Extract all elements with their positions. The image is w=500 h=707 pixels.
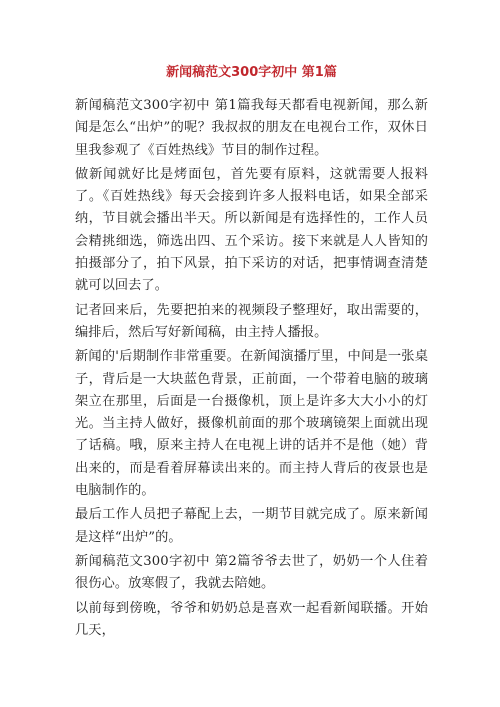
paragraph: 最后工作人员把子幕配上去，一期节目就完成了。原来新闻是这样“出炉”的。 <box>75 507 428 545</box>
paragraph: 以前每到傍晚，爷爷和奶奶总是喜欢一起看新闻联播。开始几天， <box>75 600 428 638</box>
paragraph: 记者回来后，先要把拍来的视频段子整理好，取出需要的，编排后，然后写好新闻稿，由主持人播报。 <box>75 302 428 340</box>
document-title: 新闻稿范文300字初中 第1篇 <box>166 65 337 80</box>
paragraph: 新闻稿范文300字初中 第2篇爷爷去世了，奶奶一个人住着很伤心。放寒假了，我就去陪她。 <box>75 553 428 592</box>
paragraph: 做新闻就好比是烤面包，首先要有原料，这就需要人报料了。《百姓热线》每天会接到许多人报料电话，如果全部采纳，节目就会播出半天。所以新闻是有选择性的，工作人员会精挑细选，筛选出四、五个采访。接下来就是人人皆知的拍摄部分了，拍下风景，拍下采访的对话，把事情调查清楚就可以回去了。 <box>75 166 428 294</box>
paragraph: 新闻稿范文300字初中 第1篇我每天都看电视新闻，那么新闻是怎么“出炉”的呢？我叔叔的朋友在电视台工作，双休日里我参观了《百姓热线》节目的制作过程。 <box>75 98 428 158</box>
paragraph: 新闻的'后期制作非常重要。在新闻演播厅里，中间是一张桌子，背后是一大块蓝色背景，正前面，一个带着电脑的玻璃架立在那里，后面是一台摄像机，顶上是许多大大小小的灯光。当主持人做好，摄像机前面的那个玻璃镜架上面就出现了话稿。哦，原来主持人在电视上讲的话并不是他（她）背出来的，而是看着屏幕读出来的。而主持人背后的夜景也是电脑制作的。 <box>75 349 428 499</box>
